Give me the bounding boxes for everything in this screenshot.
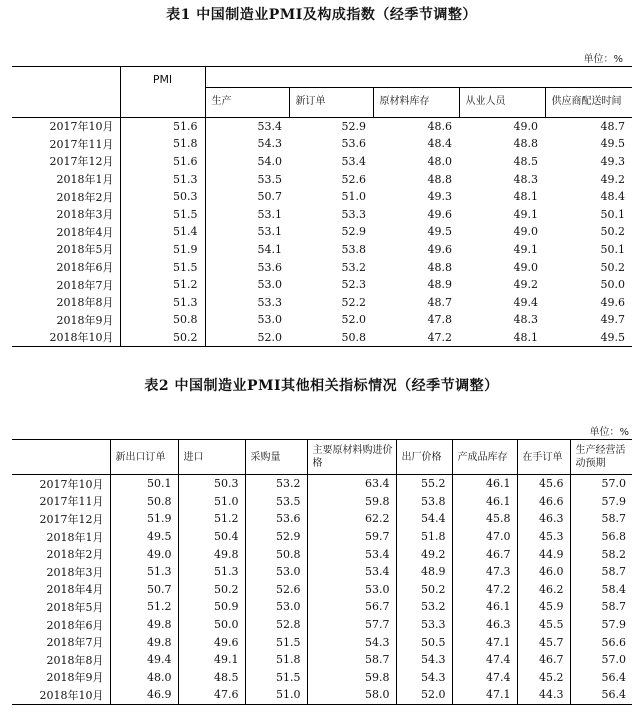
table1-cell: 50.3: [120, 188, 205, 206]
table2-cell: 56.7: [307, 598, 396, 616]
table1-row-label: 2018年10月: [12, 329, 120, 347]
table1-cell: 53.6: [257, 260, 282, 274]
table1-cell: 48.1: [513, 330, 538, 344]
table2-cell: 46.1: [452, 475, 517, 493]
table2-cell: 46.1: [452, 493, 517, 511]
table2-cell: 46.0: [517, 563, 570, 581]
table2-cell: 46.6: [517, 493, 570, 511]
table1-row-label: 2017年10月: [12, 117, 120, 135]
table2-cell: 53.8: [396, 493, 452, 511]
table2-row-label: 2018年9月: [12, 669, 110, 687]
table2-cell: 48.5: [178, 669, 245, 687]
table1-cell: 48.8: [427, 260, 452, 274]
table1-cell: 54.0: [257, 154, 282, 168]
table2-header-raw-material-purchase-price: 主要原材料购进价格: [307, 440, 396, 475]
table1-row: [12, 293, 632, 311]
table1-header-spacer: [205, 67, 632, 88]
table2-cell: 48.0: [110, 669, 178, 687]
table2-cell: 49.2: [396, 545, 452, 563]
table1-cell: 50.7: [257, 190, 282, 204]
table2-cell: 45.8: [452, 510, 517, 528]
table2-cell: 46.9: [110, 686, 178, 704]
table1-cell: 52.3: [341, 278, 366, 292]
table2-cell: 59.8: [307, 493, 396, 511]
table2-cell: 53.0: [245, 598, 307, 616]
table2-cell: 45.7: [517, 633, 570, 651]
table2-cell: 57.7: [307, 616, 396, 634]
table2-row: [12, 528, 632, 546]
table2-cell: 54.4: [396, 510, 452, 528]
table1-cell: 49.6: [427, 207, 452, 221]
table1-cell: 51.9: [120, 241, 205, 259]
table1-cell: 50.1: [600, 242, 626, 256]
table1-cell: 54.1: [257, 242, 282, 256]
table1-cell: 49.6: [600, 295, 626, 309]
table2-row-label: 2017年10月: [12, 475, 110, 493]
table2-cell: 57.0: [601, 477, 626, 491]
table2-row-label: 2018年1月: [12, 528, 110, 546]
table1-row: [12, 170, 632, 188]
table2-cell: 58.4: [601, 582, 626, 596]
table2-cell: 45.9: [517, 598, 570, 616]
table1-cell: 50.2: [120, 329, 205, 347]
table2-cell: 59.8: [307, 669, 396, 687]
table2-cell: 49.5: [110, 528, 178, 546]
table1-cell: 49.2: [600, 172, 626, 186]
table2-cell: 48.9: [396, 563, 452, 581]
table1-row: [12, 311, 632, 329]
table1-corner-cell: [12, 67, 120, 118]
table2-row: [12, 633, 632, 651]
table1-row-label: 2018年7月: [12, 276, 120, 294]
table1-cell: 48.3: [513, 313, 538, 327]
table2-cell: 55.2: [396, 475, 452, 493]
table2-cell: 49.1: [178, 651, 245, 669]
table2-cell: 51.2: [110, 598, 178, 616]
table1-cell: 50.0: [600, 278, 626, 292]
table2-cell: 50.5: [396, 633, 452, 651]
table2-cell: 51.5: [245, 633, 307, 651]
table1-cell: 49.5: [427, 225, 452, 239]
table2-other-indicators: [12, 439, 632, 705]
table1-row-label: 2018年5月: [12, 241, 120, 259]
table1-cell: 49.5: [600, 137, 626, 151]
table1-cell: 48.1: [513, 190, 538, 204]
table1-cell: 48.5: [513, 154, 538, 168]
table1-cell: 49.6: [427, 242, 452, 256]
table2-cell: 50.0: [178, 616, 245, 634]
table2-cell: 51.8: [245, 651, 307, 669]
table2-cell: 47.1: [452, 633, 517, 651]
table2-row-label: 2018年6月: [12, 616, 110, 634]
table1-cell: 48.6: [427, 119, 452, 133]
table2-cell: 58.7: [601, 600, 626, 614]
table1-cell: 50.1: [600, 207, 626, 221]
table1-row-label: 2018年1月: [12, 170, 120, 188]
table1-row: [12, 258, 632, 276]
table1-cell: 50.2: [600, 225, 626, 239]
table2-cell: 56.4: [601, 688, 626, 702]
table1-cell: 53.3: [341, 207, 366, 221]
table1-cell: 51.5: [120, 258, 205, 276]
table2-row: [12, 493, 632, 511]
table2-cell: 54.3: [396, 651, 452, 669]
table2-cell: 58.0: [307, 686, 396, 704]
table2-cell: 50.8: [110, 493, 178, 511]
table1-cell: 53.8: [341, 242, 366, 256]
table2-corner-cell: [12, 440, 110, 475]
table2-cell: 47.4: [452, 651, 517, 669]
table1-row: [12, 329, 632, 347]
table2-cell: 47.4: [452, 669, 517, 687]
table2-cell: 47.3: [452, 563, 517, 581]
table1-cell: 51.5: [120, 205, 205, 223]
table2-row: [12, 563, 632, 581]
table2-cell: 54.3: [307, 633, 396, 651]
table1-header-production: 生产: [205, 87, 289, 117]
table1-cell: 52.2: [341, 295, 366, 309]
table1-row: [12, 188, 632, 206]
table2-cell: 44.3: [517, 686, 570, 704]
table1-header-employees: 从业人员: [459, 87, 545, 117]
table2-cell: 53.6: [245, 510, 307, 528]
table2-row: [12, 475, 632, 493]
table1-cell: 51.2: [120, 276, 205, 294]
table1-cell: 51.8: [120, 135, 205, 153]
table2-row: [12, 669, 632, 687]
table1-cell: 51.6: [120, 117, 205, 135]
table2-cell: 58.7: [601, 565, 626, 579]
table1-cell: 53.3: [257, 295, 282, 309]
table1-cell: 49.0: [513, 119, 538, 133]
table1-cell: 48.8: [427, 172, 452, 186]
table2-cell: 49.8: [110, 633, 178, 651]
table2-header-imports: 进口: [178, 440, 245, 475]
table1-cell: 53.0: [257, 278, 282, 292]
table1-cell: 52.0: [257, 330, 282, 344]
table1-cell: 49.7: [600, 313, 626, 327]
table2-cell: 53.4: [307, 563, 396, 581]
table2-cell: 49.8: [178, 545, 245, 563]
table2-cell: 47.6: [178, 686, 245, 704]
table1-cell: 51.6: [120, 153, 205, 171]
table1-cell: 51.0: [341, 190, 366, 204]
table2-row-label: 2018年4月: [12, 581, 110, 599]
table2-cell: 53.4: [307, 545, 396, 563]
table2-cell: 45.2: [517, 669, 570, 687]
table2-cell: 54.3: [396, 669, 452, 687]
table1-row: [12, 205, 632, 223]
table1-cell: 51.4: [120, 223, 205, 241]
table2-cell: 62.2: [307, 510, 396, 528]
table1-cell: 50.8: [120, 311, 205, 329]
table2-cell: 63.4: [307, 475, 396, 493]
table2-header-new-export-orders: 新出口订单: [110, 440, 178, 475]
table2-cell: 52.0: [396, 686, 452, 704]
table2-cell: 53.2: [396, 598, 452, 616]
table1-row: [12, 223, 632, 241]
table2-row-label: 2018年7月: [12, 633, 110, 651]
table2-header-finished-goods-inventory: 产成品库存: [452, 440, 517, 475]
table1-row-label: 2017年11月: [12, 135, 120, 153]
table1-row-label: 2018年2月: [12, 188, 120, 206]
table1-cell: 48.7: [427, 295, 452, 309]
table2-cell: 53.5: [245, 493, 307, 511]
table2-cell: 56.6: [601, 635, 626, 649]
table1-cell: 48.9: [427, 278, 452, 292]
table2-cell: 51.3: [110, 563, 178, 581]
table2-row: [12, 581, 632, 599]
table1-cell: 53.5: [257, 172, 282, 186]
table2-cell: 46.3: [452, 616, 517, 634]
table2-cell: 45.5: [517, 616, 570, 634]
table2-cell: 50.7: [110, 581, 178, 599]
table1-cell: 53.0: [257, 313, 282, 327]
table2-unit-label: 单位：%: [589, 427, 629, 438]
table2-header-business-expectations: 生产经营活动预期: [570, 440, 632, 475]
table2-cell: 50.8: [245, 545, 307, 563]
table2-row-label: 2018年8月: [12, 651, 110, 669]
table1-pmi-composition: [12, 66, 632, 347]
table1-cell: 47.2: [427, 330, 452, 344]
table2-header-ex-factory-price: 出厂价格: [396, 440, 452, 475]
table1-cell: 54.3: [257, 137, 282, 151]
table2-cell: 57.9: [601, 494, 626, 508]
table2-cell: 46.2: [517, 581, 570, 599]
table1-cell: 48.0: [427, 154, 452, 168]
table1-cell: 53.6: [341, 137, 366, 151]
table1-pmi-spacer: [120, 87, 205, 117]
table1-row-label: 2018年4月: [12, 223, 120, 241]
table2-cell: 51.0: [245, 686, 307, 704]
table1-cell: 49.3: [427, 190, 452, 204]
table1-row-label: 2018年8月: [12, 293, 120, 311]
table1-row-label: 2017年12月: [12, 153, 120, 171]
table1-row: [12, 117, 632, 135]
table2-cell: 46.3: [517, 510, 570, 528]
table2-cell: 47.0: [452, 528, 517, 546]
table1-cell: 52.6: [341, 172, 366, 186]
table2-cell: 50.9: [178, 598, 245, 616]
table1-row-label: 2018年9月: [12, 311, 120, 329]
table2-row-label: 2018年2月: [12, 545, 110, 563]
table1-cell: 52.9: [341, 225, 366, 239]
table1-cell: 49.2: [513, 278, 538, 292]
table1-title: 表1 中国制造业PMI及构成指数（经季节调整）: [166, 7, 477, 23]
table2-row-label: 2017年11月: [12, 493, 110, 511]
table1-cell: 50.8: [341, 330, 366, 344]
table2-cell: 50.1: [110, 475, 178, 493]
table1-cell: 53.4: [257, 119, 282, 133]
table2-cell: 44.9: [517, 545, 570, 563]
table2-row: [12, 545, 632, 563]
table1-cell: 51.3: [120, 170, 205, 188]
table2-cell: 50.3: [178, 475, 245, 493]
table1-cell: 48.3: [513, 172, 538, 186]
table2-cell: 45.3: [517, 528, 570, 546]
table1-cell: 49.0: [513, 260, 538, 274]
table1-row: [12, 241, 632, 259]
table2-row-label: 2018年3月: [12, 563, 110, 581]
table1-unit-label: 单位：%: [583, 54, 623, 65]
table2-cell: 53.0: [307, 581, 396, 599]
table2-cell: 49.8: [110, 616, 178, 634]
table2-header-backlog-orders: 在手订单: [517, 440, 570, 475]
table2-cell: 47.2: [452, 581, 517, 599]
table2-cell: 57.9: [601, 618, 626, 632]
table2-cell: 53.3: [396, 616, 452, 634]
table2-cell: 49.6: [178, 633, 245, 651]
table2-cell: 53.0: [245, 563, 307, 581]
table2-cell: 46.1: [452, 598, 517, 616]
table2-row: [12, 651, 632, 669]
table2-row: [12, 510, 632, 528]
table1-cell: 48.7: [600, 119, 626, 133]
table2-row-label: 2018年10月: [12, 686, 110, 704]
table2-cell: 59.7: [307, 528, 396, 546]
table2-cell: 49.4: [110, 651, 178, 669]
table2-row: [12, 686, 632, 704]
table2-cell: 53.2: [245, 475, 307, 493]
table1-header-new-orders: 新订单: [289, 87, 373, 117]
table1-cell: 50.2: [600, 260, 626, 274]
table1-cell: 52.9: [341, 119, 366, 133]
table2-cell: 51.5: [245, 669, 307, 687]
table2-cell: 58.2: [601, 547, 626, 561]
table1-cell: 49.4: [513, 295, 538, 309]
table1-header-pmi: PMI: [120, 67, 205, 88]
table1-cell: 49.1: [513, 207, 538, 221]
table2-cell: 49.0: [110, 545, 178, 563]
table1-row: [12, 153, 632, 171]
table1-cell: 47.8: [427, 313, 452, 327]
table2-title: 表2 中国制造业PMI其他相关指标情况（经季节调整）: [144, 378, 499, 394]
table1-cell: 53.4: [341, 154, 366, 168]
table2-cell: 52.8: [245, 616, 307, 634]
table1-header-supplier-delivery-time: 供应商配送时间: [545, 87, 632, 117]
table2-cell: 56.4: [601, 670, 626, 684]
table2-cell: 47.1: [452, 686, 517, 704]
table1-cell: 49.0: [513, 225, 538, 239]
table1-cell: 49.3: [600, 154, 626, 168]
table1-cell: 53.2: [341, 260, 366, 274]
table1-cell: 48.4: [600, 190, 626, 204]
table2-cell: 50.4: [178, 528, 245, 546]
table2-cell: 52.9: [245, 528, 307, 546]
table2-row-label: 2018年5月: [12, 598, 110, 616]
table2-cell: 58.7: [601, 512, 626, 526]
table2-cell: 46.7: [517, 651, 570, 669]
table1-row-label: 2018年3月: [12, 205, 120, 223]
table2-row-label: 2017年12月: [12, 510, 110, 528]
table2-cell: 51.2: [178, 510, 245, 528]
table1-cell: 48.4: [427, 137, 452, 151]
table1-cell: 48.8: [513, 137, 538, 151]
table1-row: [12, 135, 632, 153]
table1-cell: 52.0: [341, 313, 366, 327]
table2-cell: 50.2: [178, 581, 245, 599]
table2-cell: 45.6: [517, 475, 570, 493]
table2-cell: 57.0: [601, 653, 626, 667]
table2-cell: 51.0: [178, 493, 245, 511]
table2-header-purchase-quantity: 采购量: [245, 440, 307, 475]
table1-row-label: 2018年6月: [12, 258, 120, 276]
table1-row: [12, 276, 632, 294]
table1-cell: 49.1: [513, 242, 538, 256]
table1-cell: 49.5: [600, 330, 626, 344]
table2-cell: 51.8: [396, 528, 452, 546]
table2-cell: 51.3: [178, 563, 245, 581]
table1-header-raw-material-inventory: 原材料库存: [373, 87, 459, 117]
table2-row: [12, 598, 632, 616]
table2-cell: 51.9: [110, 510, 178, 528]
table1-cell: 51.3: [120, 293, 205, 311]
table2-row: [12, 616, 632, 634]
table2-cell: 46.7: [452, 545, 517, 563]
table2-cell: 58.7: [307, 651, 396, 669]
table2-cell: 56.8: [601, 530, 626, 544]
table2-cell: 50.2: [396, 581, 452, 599]
table1-cell: 53.1: [257, 225, 282, 239]
table1-cell: 53.1: [257, 207, 282, 221]
table2-cell: 52.6: [245, 581, 307, 599]
